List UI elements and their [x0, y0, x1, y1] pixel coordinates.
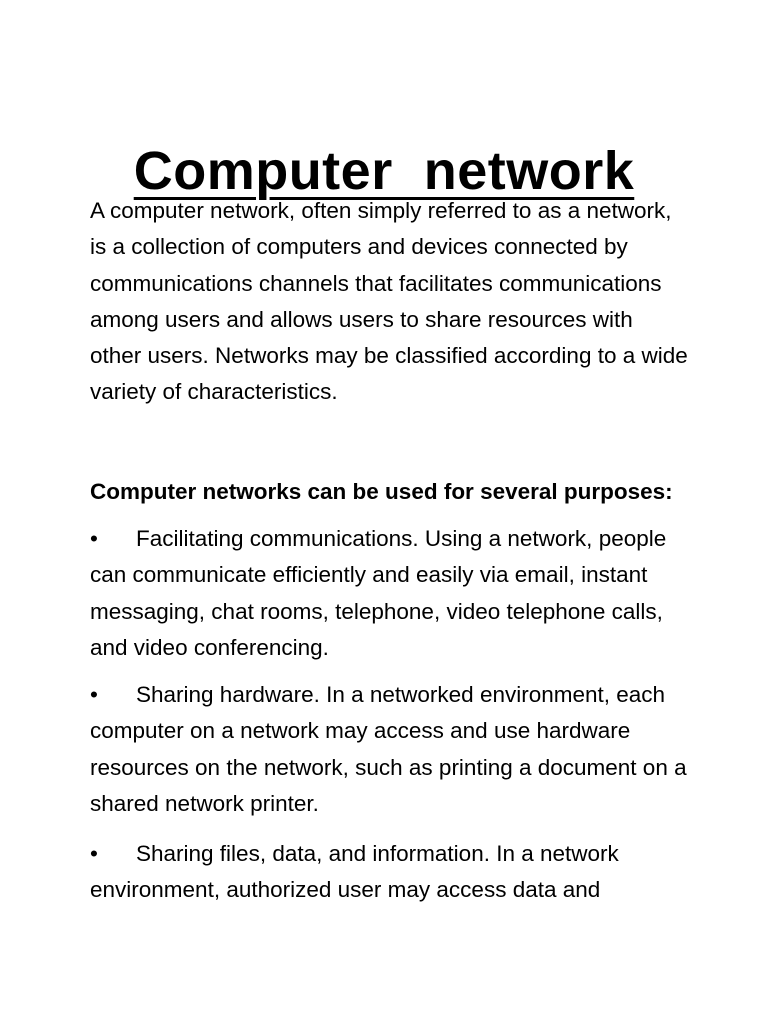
- bullet-item-hardware: [90, 677, 690, 822]
- bullet-item-files: [90, 836, 690, 909]
- bullet-item-communications: [90, 521, 690, 666]
- bullet-text: Sharing files, data, and information. In a network environment, authorized user may access data and: [90, 841, 619, 903]
- bullet-icon: •: [90, 526, 98, 551]
- intro-paragraph: A computer network, often simply referred to as a network, is a collection of computers and devices connected by communications channels that facilitates communications among users and allows users to share resources with other users. Networks may be classified according to a wide variety of characteristics.: [90, 198, 688, 405]
- bullet-icon: •: [90, 682, 98, 707]
- bullet-text: Sharing hardware. In a networked environment, each computer on a network may access and use hardware resources on the network, such as printing a document on a shared network printer.: [90, 682, 687, 816]
- bullet-text: Facilitating communications. Using a network, people can communicate efficiently and easily via email, instant messaging, chat rooms, telephone, video telephone calls, and video conferencing.: [90, 526, 667, 660]
- page-title-text: Computer network: [133, 141, 635, 202]
- bullet-icon: •: [90, 841, 98, 866]
- purposes-heading: Computer networks can be used for several purposes:: [90, 479, 673, 504]
